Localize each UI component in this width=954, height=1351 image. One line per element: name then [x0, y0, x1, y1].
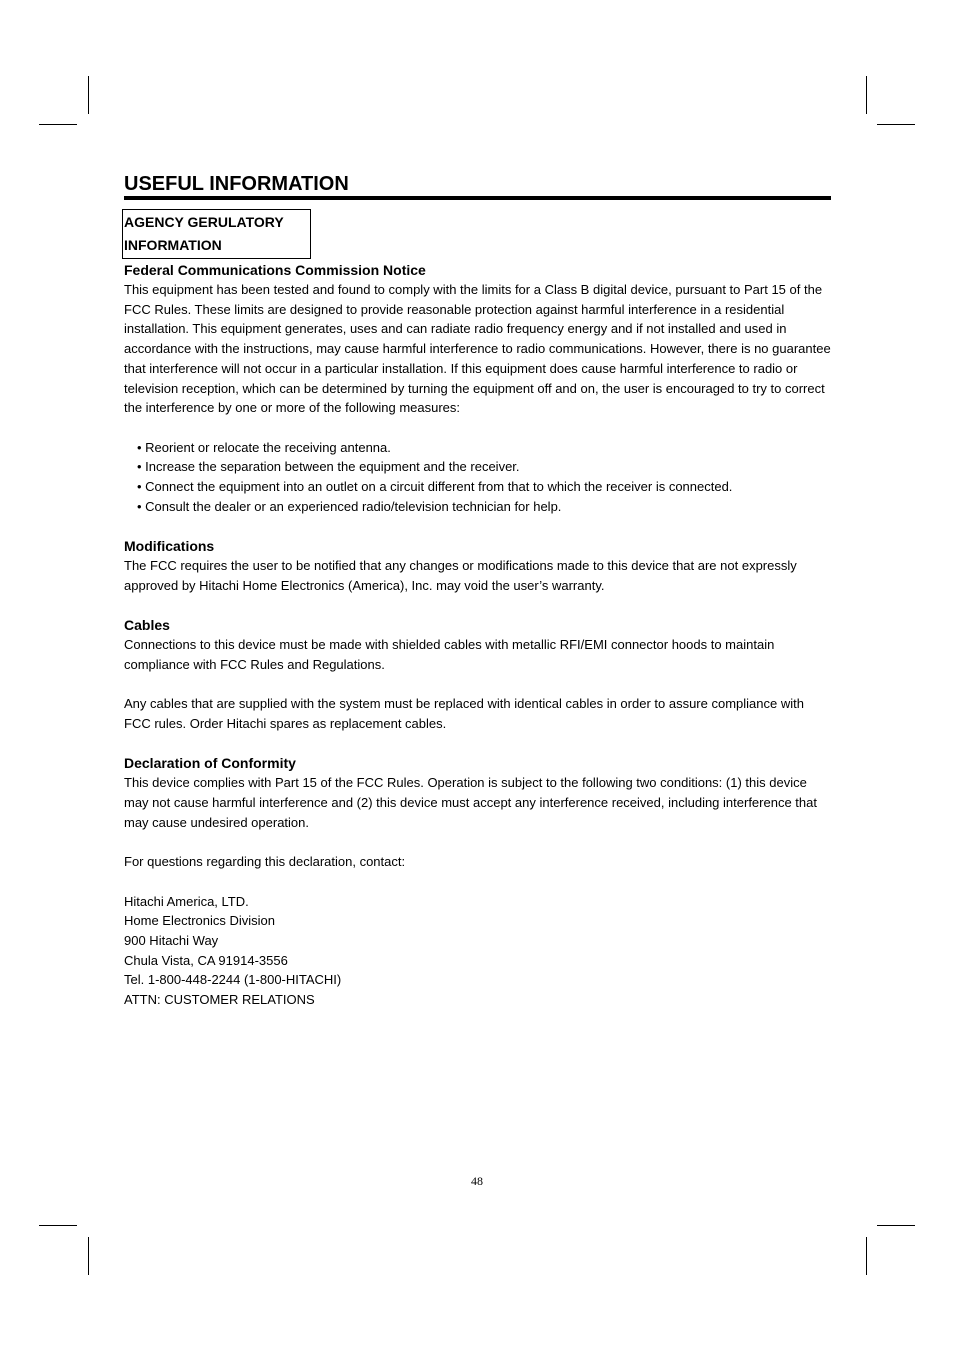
spacer	[124, 872, 831, 892]
page-content	[124, 172, 831, 1010]
contact-address	[124, 892, 831, 1010]
declaration-heading: Declaration of Conformity	[124, 755, 296, 772]
crop-mark-top-left-horizontal	[39, 124, 77, 125]
spacer	[124, 675, 831, 695]
crop-mark-top-right-vertical	[866, 76, 867, 114]
spacer	[124, 516, 831, 536]
title-underline	[124, 196, 831, 200]
spacer	[124, 734, 831, 754]
measures-list	[124, 438, 831, 517]
contact-intro: For questions regarding this declaration, contact:	[124, 854, 406, 870]
declaration-body: This device complies with Part 15 of the FCC Rules. Operation is subject to the following two conditions: (1) this device may not cause harmful interference and (2) this device must accept any interference received, including interference that may cause undesired operation.	[124, 775, 817, 830]
address-line: Chula Vista, CA 91914-3556	[124, 952, 288, 968]
crop-mark-top-right-horizontal	[877, 124, 915, 125]
list-item: • Connect the equipment into an outlet on a circuit different from that to which the receiver is connected.	[137, 479, 733, 495]
cables-body-2: Any cables that are supplied with the system must be replaced with identical cables in order to assure compliance with FCC rules. Order Hitachi spares as replacement cables.	[124, 696, 804, 731]
page-title: USEFUL INFORMATION	[124, 173, 349, 195]
list-item: • Increase the separation between the equipment and the receiver.	[137, 459, 520, 475]
address-line: Home Electronics Division	[124, 913, 275, 929]
spacer	[124, 418, 831, 438]
crop-mark-bottom-right-horizontal	[877, 1225, 915, 1226]
modifications-heading: Modifications	[124, 538, 215, 555]
address-line: 900 Hitachi Way	[124, 932, 219, 948]
fcc-notice-heading: Federal Communications Commission Notice	[124, 262, 426, 278]
spacer	[124, 596, 831, 616]
page-number: 48	[471, 1174, 483, 1188]
address-line: ATTN: CUSTOMER RELATIONS	[124, 992, 315, 1008]
agency-box-line-1: AGENCY GERULATORY	[124, 214, 284, 230]
crop-mark-bottom-left-vertical	[88, 1237, 89, 1275]
agency-box-line-2: INFORMATION	[124, 237, 222, 253]
list-item: • Consult the dealer or an experienced radio/television technician for help.	[137, 498, 562, 514]
fcc-notice-body: This equipment has been tested and found to comply with the limits for a Class B digital device, pursuant to Part 15 of the FCC Rules. These limits are designed to provide reasonable protection against harmful interference in a residential installation. This equipment generates, uses and can radiate radio frequency energy and if not installed and used in accordance with the instructions, may cause harmful interference to radio communications. However, there is no guarantee that interference will not occur in a particular installation. If this equipment does cause harmful interference to radio or television reception, which can be determined by turning the equipment off and on, the user is encouraged to try to correct the interference by one or more of the following measures:	[124, 282, 831, 416]
crop-mark-bottom-right-vertical	[866, 1237, 867, 1275]
crop-mark-bottom-left-horizontal	[39, 1225, 77, 1226]
crop-mark-top-left-vertical	[88, 76, 89, 114]
list-item: • Reorient or relocate the receiving antenna.	[137, 439, 391, 455]
cables-heading: Cables	[124, 617, 170, 634]
agency-info-box	[122, 209, 311, 259]
address-line: Tel. 1-800-448-2244 (1-800-HITACHI)	[124, 972, 342, 988]
cables-body-1: Connections to this device must be made with shielded cables with metallic RFI/EMI connector hoods to maintain compliance with FCC Rules and Regulations.	[124, 637, 775, 672]
spacer	[124, 833, 831, 853]
modifications-body: The FCC requires the user to be notified that any changes or modifications made to this device that are not expressly approved by Hitachi Home Electronics (America), Inc. may void the user’s warranty.	[124, 558, 797, 593]
address-line: Hitachi America, LTD.	[124, 893, 249, 909]
